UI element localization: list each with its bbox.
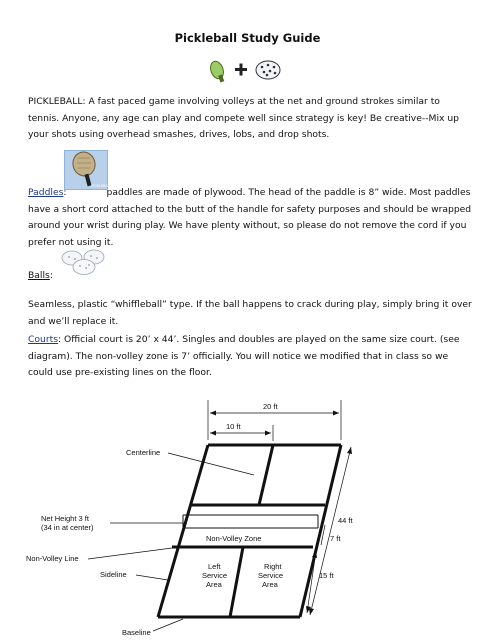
balls-label: Balls <box>28 270 50 281</box>
intro-text: A fast paced game involving volleys at the net and ground strokes similar to tennis. Anyone, any age can play and compete well since strategy is key! Be creative--Mix up your shots using overhead smashes, drives, lobs, and drop shots. <box>28 96 460 140</box>
right-service-label-2: Service <box>258 571 284 580</box>
near-centerline <box>230 547 243 617</box>
baseline-label: Baseline <box>122 628 151 637</box>
width-label: 20 ft <box>263 402 278 411</box>
non-volley-line-label: Non-Volley Line <box>26 554 79 563</box>
sideline-label: Sideline <box>100 570 127 579</box>
page-title: Pickleball Study Guide <box>174 31 321 45</box>
header-icons <box>208 58 288 84</box>
paddle-photo <box>64 150 112 190</box>
half-width-label: 10 ft <box>226 422 241 431</box>
right-sideline <box>300 445 341 617</box>
courts-label: Courts <box>28 334 59 345</box>
net-height-label: Net Height 3 ft <box>41 514 89 523</box>
right-service-label-3: Area <box>262 580 278 589</box>
non-volley-zone-label: Non-Volley Zone <box>206 534 262 543</box>
balls-paragraph: Seamless, plastic “whiffleball” type. If the ball happens to crack during play, simply bring it over and we’ll replace it. <box>28 299 472 327</box>
paddles-label: Paddles <box>28 187 64 198</box>
left-service-label-2: Service <box>202 571 228 580</box>
ball-icon <box>256 61 280 79</box>
nvz-depth-label: 7 ft <box>330 534 341 543</box>
courts-paragraph <box>28 332 472 382</box>
net <box>183 515 318 528</box>
paddle-photo-caption: PICKLEBALL <box>91 184 112 188</box>
courts-text: : Official court is 20’ x 44’. Singles and doubles are played on the same size court. (see diagram). The non-volley zone is 7’ officially. You will notice we modified that in class so we could use pre-existing lines on the floor. <box>28 334 460 378</box>
paddle-icon <box>208 59 225 82</box>
net-height-center-label: (34 in at center) <box>41 523 94 532</box>
length-label: 44 ft <box>338 516 353 525</box>
left-sideline <box>158 445 208 617</box>
left-service-label-1: Left <box>208 562 221 571</box>
court-diagram <box>18 395 398 640</box>
plus-icon <box>235 64 247 76</box>
intro-label: PICKLEBALL: <box>28 96 86 107</box>
paddles-paragraph: Paddles: paddles are made of plywood. The head of the paddle is 8” wide. Most paddles have a short cord attached to the butt of the handle for safety purposes and should be wrapped around your wrist during play. We have plenty without, so please do not remove the cord if you prefer not using it. <box>28 187 472 248</box>
right-service-label-1: Right <box>264 562 282 571</box>
balls-heading: Balls: <box>28 270 53 281</box>
service-depth-label: 15 ft <box>319 571 334 580</box>
centerline-label: Centerline <box>126 448 161 457</box>
paddles-text: paddles are made of plywood. The head of the paddle is 8” wide. Most paddles have a short cord attached to the butt of the handle for safety purposes and should be wrapped around your wrist during play. We have plenty without, so please do not remove the cord if you prefer not using it. <box>28 187 472 248</box>
intro-paragraph <box>28 94 472 144</box>
far-centerline <box>259 445 273 505</box>
left-service-label-3: Area <box>206 580 222 589</box>
